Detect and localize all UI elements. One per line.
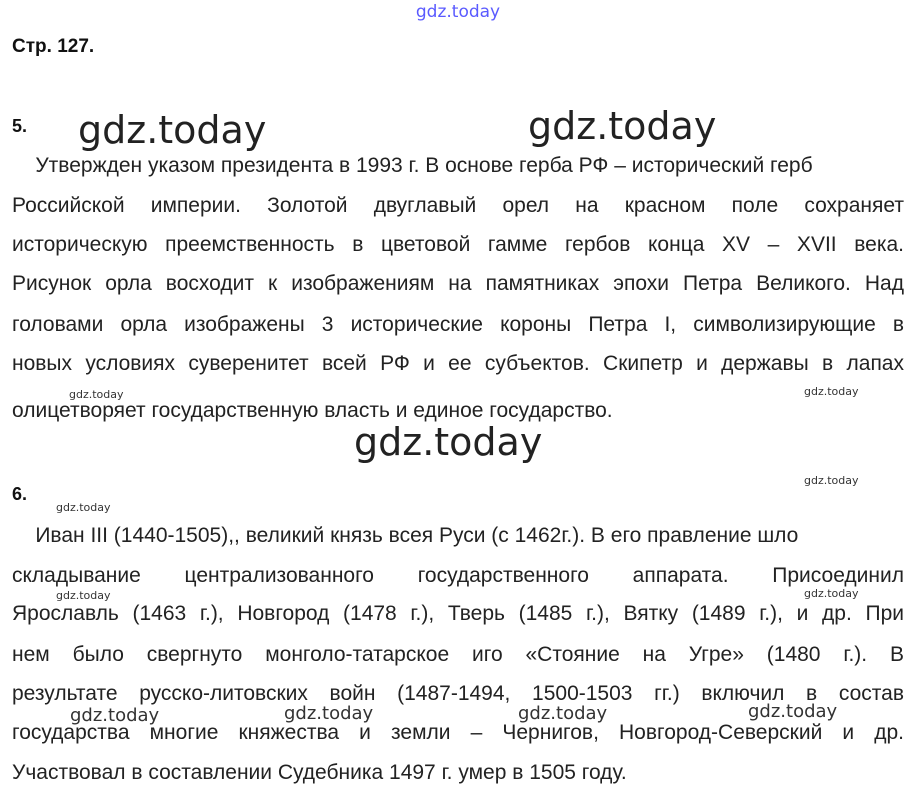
task-5-line: олицетворяет государственную власть и единое государство. (12, 399, 613, 422)
task-6-line: нем было свергнуто монголо-татарское иго «Стояние на Угре» (1480 г.). В (12, 643, 904, 666)
page-title: Стр. 127. (12, 36, 95, 57)
watermark-small: gdz.today (56, 501, 111, 514)
task-6-line: результате русско-литовских войн (1487-1494, 1500-1503 гг.) включил в состав (12, 682, 904, 705)
task-5-line: новых условиях суверенитет всей РФ и ее субъектов. Скипетр и державы в лапах (12, 352, 904, 375)
task-6-line: Участвовал в составлении Судебника 1497 г. умер в 1505 году. (12, 761, 627, 784)
header-watermark: gdz.today (415, 2, 501, 22)
task-6-line: Иван III (1440-1505),, великий князь всея Руси (с 1462г.). В его правление шло (12, 524, 799, 547)
watermark-small: gdz.today (804, 474, 859, 487)
watermark-medium: gdz.today (70, 705, 160, 726)
watermark-medium: gdz.today (284, 703, 374, 724)
task-6-number: 6. (12, 484, 28, 504)
watermark-medium: gdz.today (518, 703, 608, 724)
watermark-large: gdz.today (528, 104, 717, 148)
watermark-small: gdz.today (56, 589, 111, 602)
task-6-line: Ярославль (1463 г.), Новгород (1478 г.), Тверь (1485 г.), Вятку (1489 г.), и др. При (12, 602, 904, 625)
task-6-line: государства многие княжества и земли – Чернигов, Новгород-Северский и др. (12, 721, 904, 744)
watermark-large: gdz.today (354, 420, 543, 464)
task-5-line: Российской империи. Золотой двуглавый орел на красном поле сохраняет (12, 194, 904, 217)
task-5-line: историческую преемственность в цветовой гамме гербов конца XV – XVII века. (12, 233, 904, 256)
watermark-small: gdz.today (69, 388, 124, 401)
task-6-line: складывание централизованного государственного аппарата. Присоединил (12, 564, 904, 587)
task-5-number: 5. (12, 116, 28, 136)
watermark-small: gdz.today (804, 587, 859, 600)
task-5-line: головами орла изображены 3 исторические короны Петра I, символизирующие в (12, 313, 904, 336)
task-5-line: Рисунок орла восходит к изображениям на памятниках эпохи Петра Великого. Над (12, 272, 904, 295)
watermark-medium: gdz.today (748, 701, 838, 722)
watermark-small: gdz.today (804, 385, 859, 398)
watermark-large: gdz.today (78, 108, 267, 152)
task-5-line: Утвержден указом президента в 1993 г. В основе герба РФ – исторический герб (12, 154, 813, 177)
